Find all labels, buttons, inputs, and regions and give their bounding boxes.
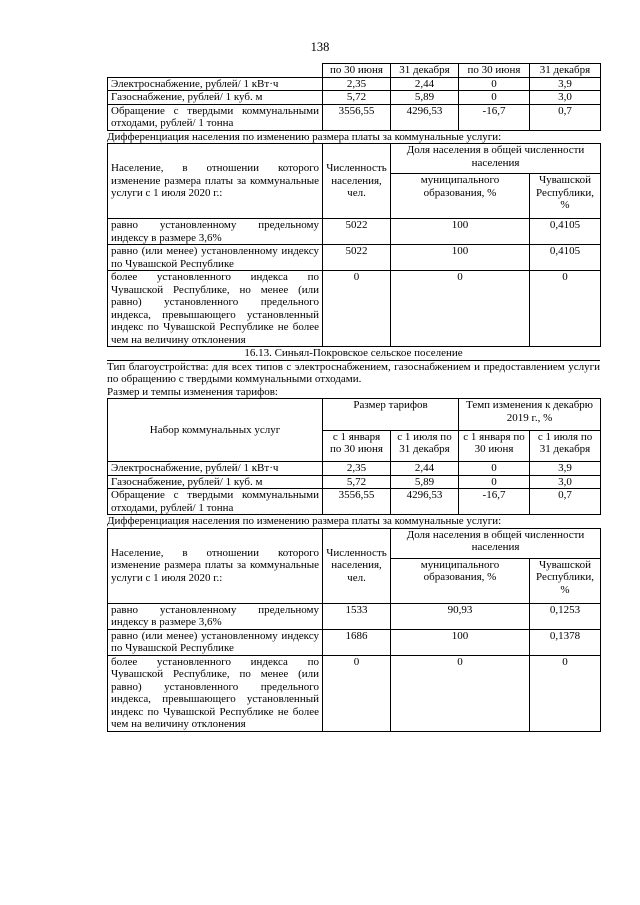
row-label: более установленного индекса по Чувашской Республике, но менее (или равно) установленного предельного индекса, превышающего установленный индекс по Чувашской Республике не более чем на величину отклонения [108,271,323,347]
value-cell: 1533 [323,603,391,629]
value-cell: 0,4105 [530,245,601,271]
value-cell: 0 [323,271,391,347]
value-cell: 0,4105 [530,219,601,245]
value-cell: 3556,55 [323,489,391,515]
diff-caption-2: Дифференциация населения по изменению размера платы за коммунальные услуги: [107,515,502,527]
header-cell: с 1 июля по 31 декабря [530,430,601,462]
value-cell: 0 [459,462,530,476]
document-body [107,63,600,732]
value-cell: 100 [391,629,530,655]
value-cell: 5022 [323,245,391,271]
header-cell: 31 декабря [391,64,459,78]
value-cell: 3,9 [530,77,601,91]
header-cell: по 30 июня [459,64,530,78]
section-title: 16.13. Синьял-Покровское сельское поселение [107,347,600,361]
service-name: Газоснабжение, рублей/ 1 куб. м [108,475,323,489]
header-cell: Чувашской Республики, % [530,558,601,603]
table-header-row [108,64,601,78]
header-cell: с 1 января по 30 июня [323,430,391,462]
value-cell: 0,1378 [530,629,601,655]
value-cell: 5,89 [391,91,459,105]
value-cell: 0 [459,475,530,489]
value-cell: 3556,55 [323,104,391,130]
header-cell: Доля населения в общей численности населения [391,528,601,558]
header-cell: Население, в отношении которого изменение размера платы за коммунальные услуги с 1 июля 2020 г.: [108,144,323,219]
value-cell: 100 [391,245,530,271]
differentiation-table-2 [107,528,601,732]
header-cell: муниципального образования, % [391,558,530,603]
header-cell: Численность населения, чел. [323,528,391,603]
tariff-caption: Размер и темпы изменения тарифов: [107,385,278,398]
improvement-type-text: Тип благоустройства: для всех типов с электроснабжением, газоснабжением и предоставлением услуги по обращению с твердыми коммунальными отходами. [107,360,600,385]
row-label: равно установленному предельному индексу в размере 3,6% [108,219,323,245]
value-cell: 4296,53 [391,489,459,515]
row-label: более установленного индекса по Чувашской Республике, по менее (или равно) установленного предельного индекса, превышающего установленный индекс по Чувашской Республике не более чем на величину отклонения [108,655,323,731]
service-name: Электроснабжение, рублей/ 1 кВт·ч [108,462,323,476]
header-cell: 31 декабря [530,64,601,78]
value-cell: 0 [530,655,601,731]
service-name: Электроснабжение, рублей/ 1 кВт·ч [108,77,323,91]
value-cell: 0 [391,271,530,347]
table-row [108,245,601,271]
diff-caption: Дифференциация населения по изменению размера платы за коммунальные услуги: [107,130,502,143]
table-row [108,655,601,731]
differentiation-table-1 [107,143,601,347]
service-name: Газоснабжение, рублей/ 1 куб. м [108,91,323,105]
table-row [108,271,601,347]
table-row [108,629,601,655]
table-row [108,77,601,91]
value-cell: 2,44 [391,462,459,476]
header-cell: Доля населения в общей численности населения [391,144,601,174]
value-cell: 0 [530,271,601,347]
header-cell: Численность населения, чел. [323,144,391,219]
header-cell: по 30 июня [323,64,391,78]
page-number: 138 [310,40,330,54]
value-cell: 5,72 [323,475,391,489]
value-cell: 4296,53 [391,104,459,130]
value-cell: 100 [391,219,530,245]
table-row [108,91,601,105]
header-cell: с 1 июля по 31 декабря [391,430,459,462]
table-row [108,603,601,629]
table-row [108,104,601,130]
service-name: Обращение с твердыми коммунальными отходами, рублей/ 1 тонна [108,489,323,515]
service-name: Обращение с твердыми коммунальными отходами, рублей/ 1 тонна [108,104,323,130]
table-header-row [108,399,601,431]
header-cell: с 1 января по 30 июня [459,430,530,462]
header-cell: Темп изменения к декабрю 2019 г., % [459,399,601,431]
row-label: равно (или менее) установленному индексу по Чувашской Республике [108,629,323,655]
value-cell: 3,0 [530,475,601,489]
value-cell: 2,35 [323,77,391,91]
value-cell: 90,93 [391,603,530,629]
value-cell: 0,7 [530,489,601,515]
value-cell: 0 [323,655,391,731]
table-header-row [108,528,601,558]
value-cell: 2,44 [391,77,459,91]
table-header-row [108,144,601,174]
header-cell: муниципального образования, % [391,174,530,219]
value-cell: 2,35 [323,462,391,476]
value-cell: 0,7 [530,104,601,130]
table-row [108,489,601,515]
header-cell: Набор коммунальных услуг [108,399,323,462]
row-label: равно (или менее) установленному индексу по Чувашской Республике [108,245,323,271]
value-cell: 0,1253 [530,603,601,629]
row-label: равно установленному предельному индексу в размере 3,6% [108,603,323,629]
header-cell: Население, в отношении которого изменение размера платы за коммунальные услуги с 1 июля 2020 г.: [108,528,323,603]
value-cell: 5,72 [323,91,391,105]
value-cell: 5,89 [391,475,459,489]
table-row [108,462,601,476]
value-cell: 1686 [323,629,391,655]
header-cell: Чувашской Республики, % [530,174,601,219]
value-cell: -16,7 [459,489,530,515]
value-cell: 3,9 [530,462,601,476]
value-cell: 0 [459,91,530,105]
value-cell: 0 [459,77,530,91]
value-cell: 5022 [323,219,391,245]
value-cell: 3,0 [530,91,601,105]
value-cell: 0 [391,655,530,731]
tariff-table [107,398,601,515]
value-cell: -16,7 [459,104,530,130]
tariff-table-continued [107,63,601,131]
table-row [108,219,601,245]
table-row [108,475,601,489]
header-cell: Размер тарифов [323,399,459,431]
